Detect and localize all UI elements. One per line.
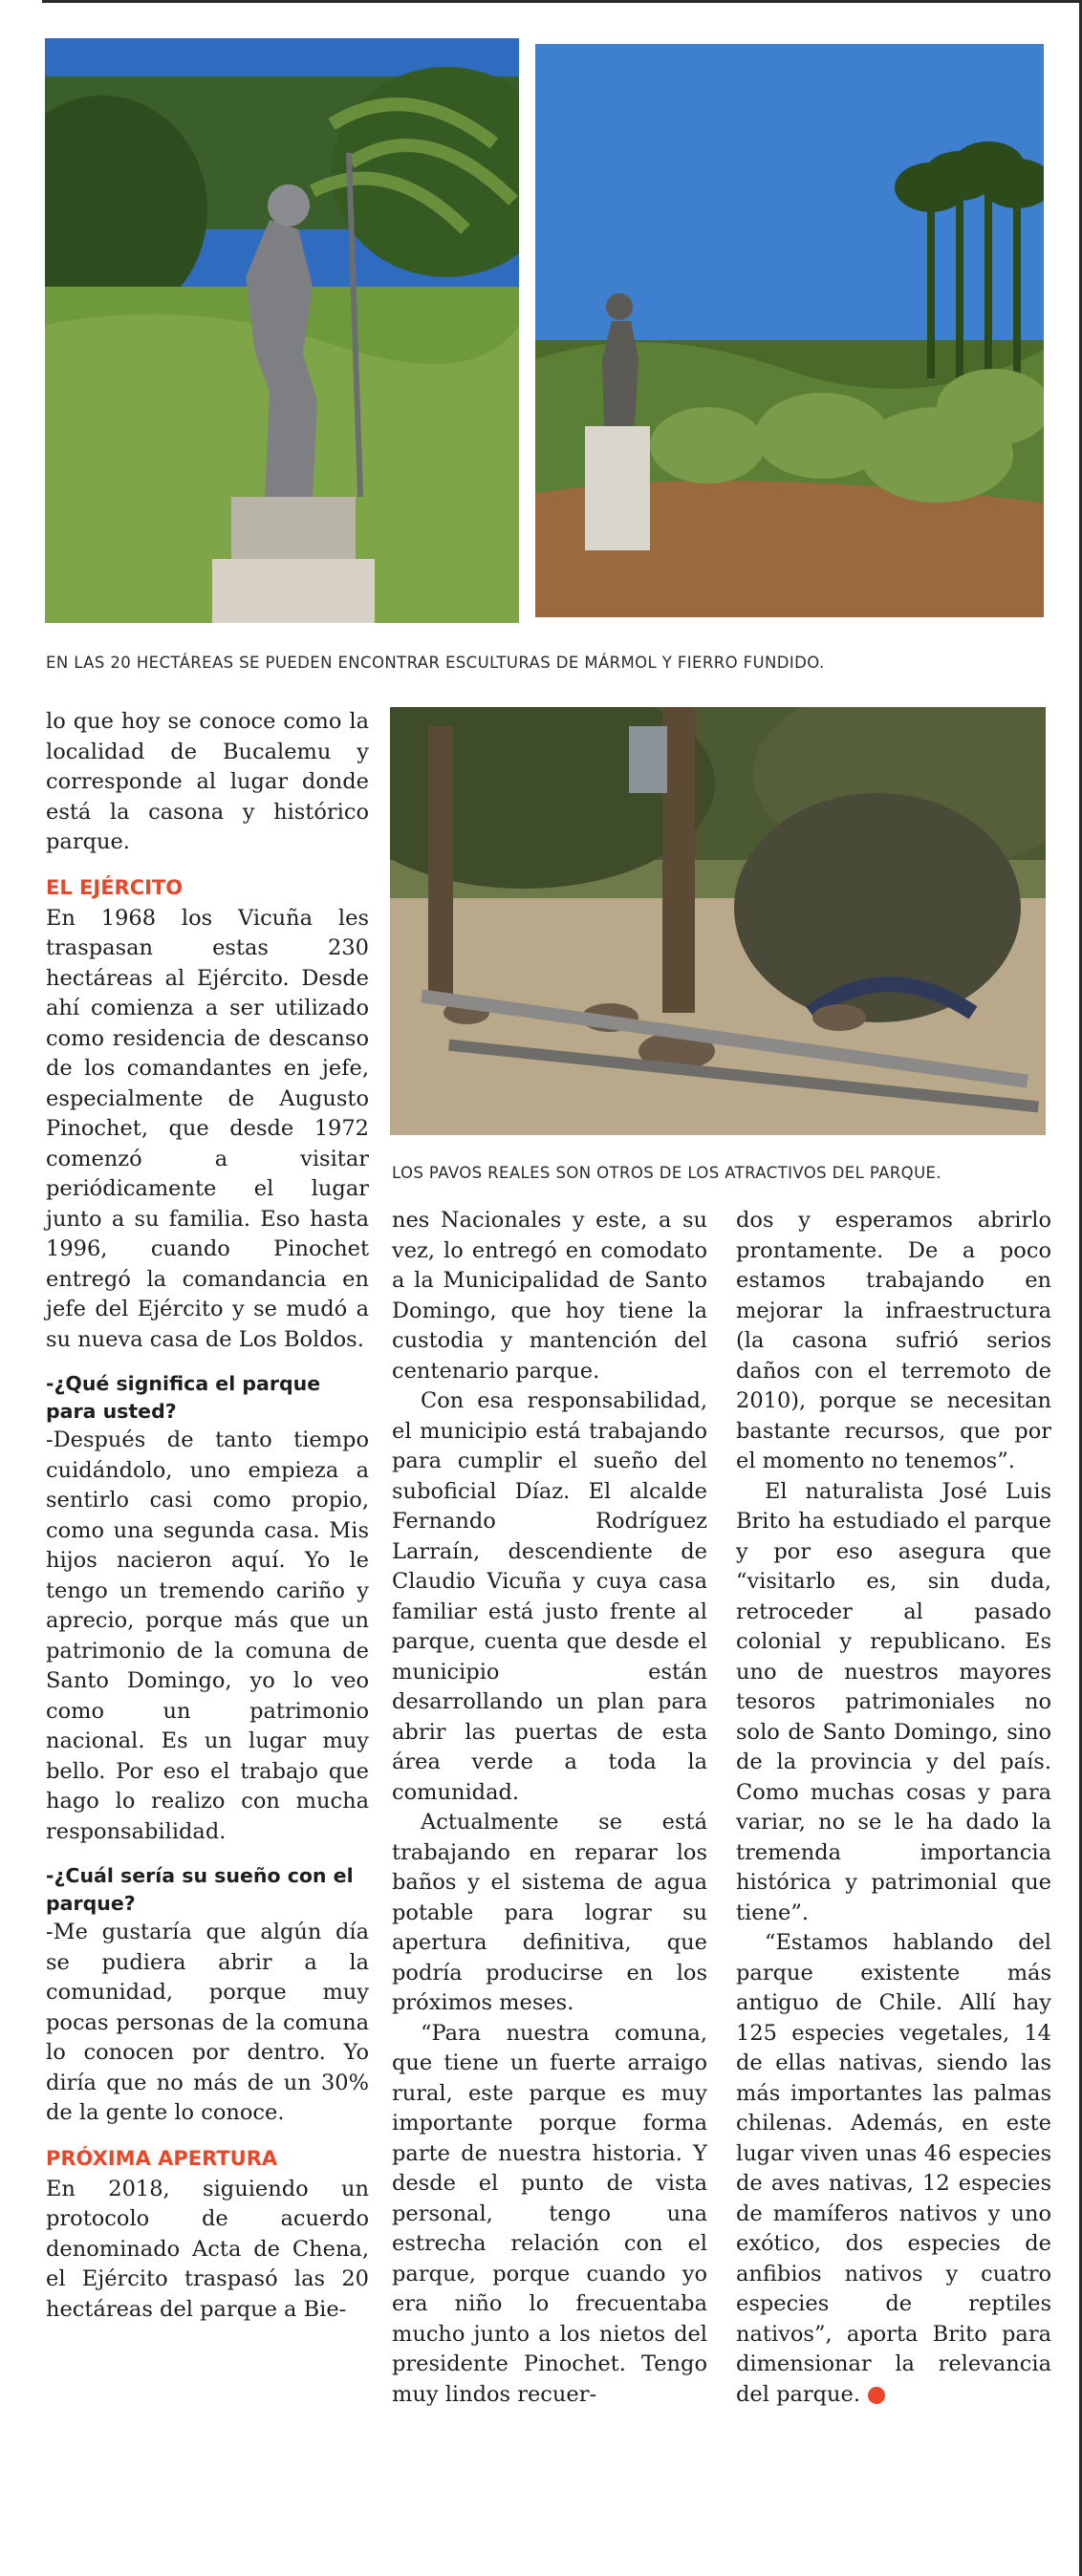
photo-marble-sculpture — [535, 44, 1044, 617]
photo-peacocks — [390, 707, 1046, 1135]
photo-iron-sculpture — [45, 38, 519, 623]
interview-answer-2: -Me gustaría que algún día se pudiera abrir a la comunidad, porque muy pocas personas de la comuna lo conocen por dentro. Yo diría que no más de un 30% de la gente lo conoce. — [46, 1920, 369, 2125]
section-heading-ejercito: EL EJÉRCITO — [46, 875, 184, 899]
interview-question-2: -¿Cuál sería su sueño con el parque? — [46, 1864, 354, 1915]
paragraph-reparaciones: Actualmente se está trabajando en reparar los baños y el sistema de agua potable para lograr su apertura definitiva, que podría producirse en los próximos meses. — [392, 1810, 707, 2015]
photo-caption-peacocks: LOS PAVOS REALES SON OTROS DE LOS ATRACTIVOS DEL PARQUE. — [392, 1164, 942, 1182]
interview-question-1: -¿Qué significa el parque para usted? — [46, 1372, 321, 1423]
section-heading-apertura: PRÓXIMA APERTURA — [46, 2146, 278, 2170]
paragraph-ejercito: En 1968 los Vicuña les traspasan estas 230 hectáreas al Ejército. Desde ahí comienza a ser utilizado como residencia de descanso de los comandantes en jefe, especialmente de Augusto Pinochet, que desde 1972 comenzó a visitar periódicamente el lugar junto a su familia. Eso hasta 1996, cuando Pinochet entregó la comandancia en jefe del Ejército y se mudó a su nueva casa de Los Boldos. — [46, 905, 369, 1352]
top-rule — [42, 0, 1082, 3]
paragraph-brito-intro: El naturalista José Luis Brito ha estudiado el parque y por eso asegura que “visitarlo es, sin duda, retroceder al pasado colonial y republicano. Es uno de nuestros mayores tesoros patrimoniales no solo de Santo Domingo, sino de la provincia y del país. Como muchas cosas y para variar, no se le ha dado la tremenda importancia histórica y patrimonial que tiene”. — [736, 1478, 1051, 1925]
paragraph-bienes: nes Nacionales y este, a su vez, lo entregó en comodato a la Municipalidad de Santo Domingo, que hoy tiene la custodia y mantención del centenario parque. — [392, 1208, 707, 1384]
paragraph-intro: lo que hoy se conoce como la localidad de Bucalemu y corresponde al lugar donde está la casona y histórico parque. — [46, 709, 369, 854]
interview-answer-1: -Después de tanto tiempo cuidándolo, uno empieza a sentirlo casi como propio, como una segunda casa. Mis hijos nacieron aquí. Yo le tengo un tremendo cariño y aprecio, porque más que un patrimonio de la comuna de Santo Domingo, yo lo veo como un patrimonio nacional. Es un lugar muy bello. Por eso el trabajo que hago lo realizo con mucha responsabilidad. — [46, 1428, 369, 1844]
paragraph-brito-quote — [736, 1928, 1051, 2410]
paragraph-alcalde-quote: “Para nuestra comuna, que tiene un fuerte arraigo rural, este parque es muy importante porque forma parte de nuestra historia. Y desde el punto de vista personal, tengo una estrecha relación con el parque, porque cuando yo era niño lo frecuentaba mucho junto a los nietos del presidente Pinochet. Tengo muy lindos recuer- — [392, 2020, 707, 2407]
article-column-1 — [46, 707, 369, 2325]
paragraph-municipio: Con esa responsabilidad, el municipio está trabajando para cumplir el sueño del suboficial Díaz. El alcalde Fernando Rodríguez Larraín, descendiente de Claudio Vicuña y cuya casa familiar está justo frente al parque, cuenta que desde el municipio están desarrollando un plan para abrir las puertas de esta área verde a toda la comunidad. — [392, 1388, 707, 1805]
article-column-2 — [392, 1206, 707, 2410]
end-of-article-icon: ✿ — [868, 2387, 885, 2404]
paragraph-apertura: En 2018, siguiendo un protocolo de acuerdo denominado Acta de Chena, el Ejército traspasó las 20 hectáreas del parque a Bie- — [46, 2176, 369, 2322]
paragraph-recuerdos: dos y esperamos abrirlo prontamente. De a poco estamos trabajando en mejorar la infraestructura (la casona sufrió serios daños con el terremoto de 2010), porque se necesitan bastante recursos, que por el momento no tenemos”. — [736, 1208, 1051, 1473]
photo-caption-sculptures: EN LAS 20 HECTÁREAS SE PUEDEN ENCONTRAR ESCULTURAS DE MÁRMOL Y FIERRO FUNDIDO. — [46, 654, 825, 672]
paragraph-brito-quote-text: “Estamos hablando del parque existente más antiguo de Chile. Allí hay 125 especies vegetales, 14 de ellas nativas, siendo las más importantes las palmas chilenas. Además, en este lugar viven unas 46 especies de aves nativas, 12 especies de mamíferos nativos y uno exótico, dos especies de anfibios nativos y cuatro especies de reptiles nativos”, aporta Brito para dimensionar la relevancia del parque. — [736, 1930, 1051, 2407]
article-column-3 — [736, 1206, 1051, 2410]
